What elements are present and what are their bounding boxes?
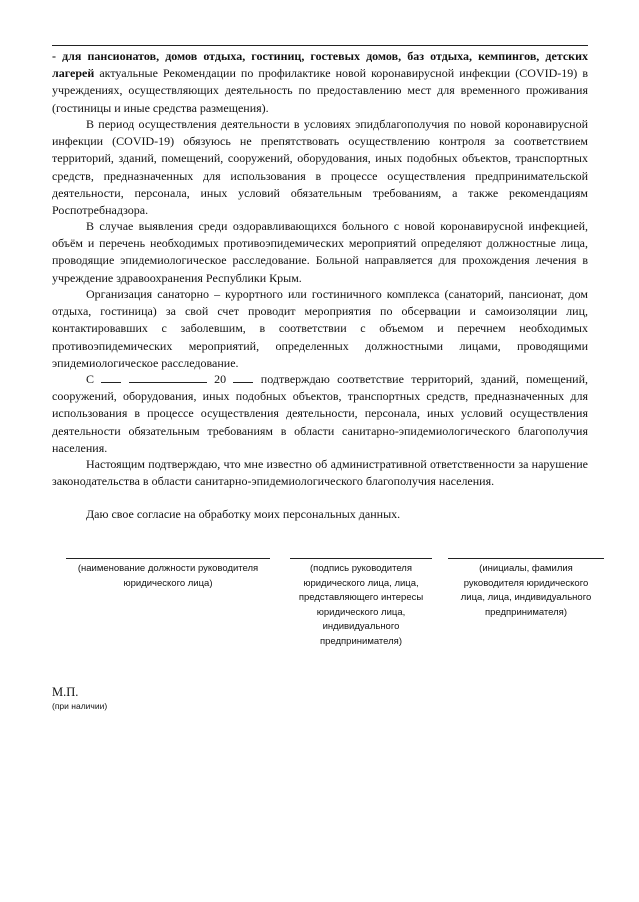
paragraph-infection-case: В случае выявления среди оздоравливающихся больного с новой коронавирусной инфекцией, объём и перечень необходимых противоэпидемических мероприятий определяют должностные лица, проводящие эпидемиологическое расследование. Больной направляется для прохождения лечения в учреждение здравоохранения Республики Крым.: [52, 219, 588, 285]
top-divider: [52, 45, 588, 46]
date-month-field[interactable]: [129, 371, 207, 383]
paragraph-responsibility: Настоящим подтверждаю, что мне известно об административной ответственности за нарушение законодательства в области санитарно-эпидемиологического благополучия населения.: [52, 457, 588, 489]
stamp-label: М.П.: [52, 685, 79, 699]
position-caption: (наименование должности руководителя юридического лица): [77, 563, 259, 589]
name-caption: (инициалы, фамилия руководителя юридического лица, лица, индивидуального предпринимателя): [460, 563, 592, 618]
position-signature-line[interactable]: [66, 558, 270, 559]
name-signature-line[interactable]: [448, 558, 604, 559]
paragraph-text: актуальные Рекомендации по профилактике новой коронавирусной инфекции (COVID-19) в учреждениях, осуществляющих деятельность по предоставлению мест для временного проживания (гостиницы и иные средства размещения).: [52, 66, 588, 115]
paragraph-bold-lead: - для пансионатов, домов отдыха, гостиниц, гостевых домов, баз отдыха, кемпингов, детских лагерей: [52, 49, 588, 81]
date-year-field[interactable]: [233, 371, 253, 383]
stamp-note: (при наличии): [52, 701, 108, 711]
sign-signature-line[interactable]: [290, 558, 432, 559]
paragraph-control: В период осуществления деятельности в условиях эпидблагополучия по новой коронавирусной инфекции (COVID-19) обязуюсь не препятствовать осуществлению контроля за соответствием территорий, зданий, помещений, сооружений, оборудования, иных подобных объектов, транспортных средств, предназначенных для использования в процессе осуществления предпринимательской деятельности, персонала, иных условий обязательным требованиям, а также рекомендациям Роспотребнадзора.: [52, 117, 588, 218]
paragraph-recommendations: [52, 48, 588, 117]
paragraph-text: подтверждаю соответствие территорий, зданий, помещений, сооружений, оборудования, иных подобных объектов, транспортных средств, предназначенных для использования в процессе осуществления деятельности, персонала, иных условий осуществления деятельности обязательным требованиям в области санитарно-эпидемиологического благополучия населения.: [52, 372, 589, 455]
date-year-prefix: 20: [214, 372, 227, 386]
sign-caption: (подпись руководителя юридического лица, лица, представляющего интересы юридического лица, индивидуального предпринимателя): [298, 563, 424, 647]
date-prefix: С: [86, 372, 95, 386]
paragraph-consent: Даю свое согласие на обработку моих персональных данных.: [86, 507, 401, 521]
date-day-field[interactable]: [101, 371, 121, 383]
paragraph-confirmation: [52, 371, 588, 457]
paragraph-observation: Организация санаторно – курортного или гостиничного комплекса (санаторий, пансионат, дом отдыха, гостиница) за свой счет проводит мероприятия по обсервации и самоизоляции лиц, контактировавших с заболевшим, в соответствии с объемом и перечнем необходимых противоэпидемических мероприятий, определенных должностными лицами, проводящими эпидемиологическое расследование.: [52, 287, 588, 370]
